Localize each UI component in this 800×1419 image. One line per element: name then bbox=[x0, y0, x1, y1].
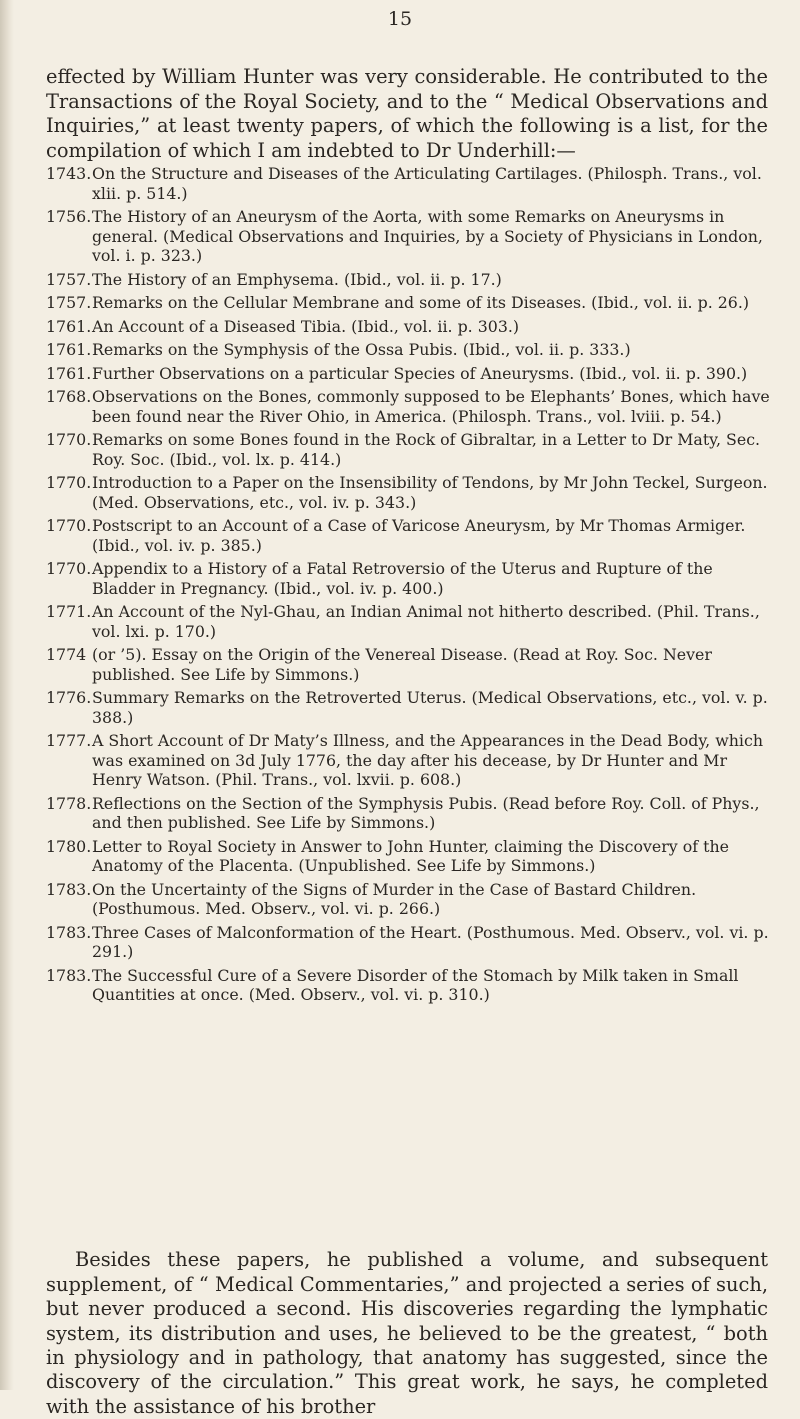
list-item bbox=[46, 966, 776, 1005]
list-item bbox=[46, 731, 776, 790]
entry-text: The History of an Emphysema. (Ibid., vol. ii. p. 17.) bbox=[92, 269, 502, 289]
entry-year: 1777. bbox=[46, 731, 92, 750]
entry-year: 1770. bbox=[46, 559, 92, 578]
list-item bbox=[46, 293, 776, 313]
entry-year: 1757. bbox=[46, 293, 92, 312]
entry-text: Remarks on some Bones found in the Rock of Gibraltar, in a Letter to Dr Maty, Sec. Roy. Soc. (Ibid., vol. lx. p. 414.) bbox=[92, 430, 761, 469]
entry-text: An Account of a Diseased Tibia. (Ibid., vol. ii. p. 303.) bbox=[92, 316, 520, 336]
list-item bbox=[46, 270, 776, 290]
intro-paragraph: effected by William Hunter was very considerable. He contributed to the Transactions of the Royal Society, and to the “ Medical Observations and Inquiries,” at least twenty papers, of which the following is a list, for the compilation of which I am indebted to Dr Underhill:— bbox=[46, 65, 768, 162]
entry-year: 1768. bbox=[46, 387, 92, 406]
entry-year: 1783. bbox=[46, 965, 92, 985]
entry-year: 1778. bbox=[46, 793, 92, 813]
entry-text: The Successful Cure of a Severe Disorder of the Stomach by Milk taken in Small Quantities at once. (Med. Observ., vol. vi. p. 310.) bbox=[92, 965, 739, 1004]
entry-text: Introduction to a Paper on the Insensibility of Tendons, by Mr John Teckel, Surgeon. (Med. Observations, etc., vol. iv. p. 343.) bbox=[92, 473, 768, 512]
entry-text: The History of an Aneurysm of the Aorta, with some Remarks on Aneurysms in general. (Medical Observations and Inquiries, by a Society of Physicians in London, vol. i. p. 323.) bbox=[92, 207, 763, 265]
list-item bbox=[46, 602, 776, 641]
entry-text: Three Cases of Malconformation of the Heart. (Posthumous. Med. Observ., vol. vi. p. 291.) bbox=[92, 922, 769, 961]
entry-text: Summary Remarks on the Retroverted Uterus. (Medical Observations, etc., vol. v. p. 388.) bbox=[92, 688, 768, 727]
list-item bbox=[46, 207, 776, 266]
entry-year: 1774 bbox=[46, 645, 87, 664]
list-item bbox=[46, 473, 776, 512]
entry-year: 1756. bbox=[46, 207, 92, 226]
list-item bbox=[46, 645, 776, 684]
entry-year: 1776. bbox=[46, 688, 92, 707]
entry-year: 1783. bbox=[46, 922, 92, 942]
list-item bbox=[46, 516, 776, 555]
entry-year: 1761. bbox=[46, 316, 92, 336]
page-gutter-shadow bbox=[0, 0, 14, 1390]
list-item bbox=[46, 837, 776, 876]
entry-text: Letter to Royal Society in Answer to John Hunter, claiming the Discovery of the Anatomy of the Placenta. (Unpublished. See Life by Simmons.) bbox=[92, 836, 729, 875]
list-item bbox=[46, 387, 776, 426]
entry-year: 1761. bbox=[46, 340, 92, 359]
entry-text: Appendix to a History of a Fatal Retroversio of the Uterus and Rupture of the Bladder in Pregnancy. (Ibid., vol. iv. p. 400.) bbox=[92, 559, 713, 598]
entry-year: 1761. bbox=[46, 363, 92, 383]
entry-text: A Short Account of Dr Maty’s Illness, and the Appearances in the Dead Body, which was examined on 3d July 1776, the day after his decease, by Dr Hunter and Mr Henry Watson. (Phil. Trans., vol. lxvii. p. 608.) bbox=[92, 731, 763, 789]
entry-year: 1770. bbox=[46, 430, 92, 449]
entry-text: On the Uncertainty of the Signs of Murder in the Case of Bastard Children. (Posthumous. Med. Observ., vol. vi. p. 266.) bbox=[92, 879, 697, 918]
list-item bbox=[46, 923, 776, 962]
entry-year: 1757. bbox=[46, 269, 92, 289]
page-number: 15 bbox=[387, 8, 413, 30]
list-item bbox=[46, 430, 776, 469]
list-item bbox=[46, 880, 776, 919]
publication-list bbox=[46, 164, 776, 1009]
entry-year: 1783. bbox=[46, 879, 92, 899]
entry-text: An Account of the Nyl-Ghau, an Indian Animal not hitherto described. (Phil. Trans., vol. lxi. p. 170.) bbox=[92, 602, 760, 641]
entry-year: 1771. bbox=[46, 602, 92, 621]
list-item bbox=[46, 164, 776, 203]
entry-text: Remarks on the Cellular Membrane and some of its Diseases. (Ibid., vol. ii. p. 26.) bbox=[92, 293, 750, 312]
entry-text: (or ’5). Essay on the Origin of the Venereal Disease. (Read at Roy. Soc. Never published. See Life by Simmons.) bbox=[92, 645, 712, 684]
entry-year: 1743. bbox=[46, 164, 92, 183]
entry-text: On the Structure and Diseases of the Articulating Cartilages. (Philosph. Trans., vol. xlii. p. 514.) bbox=[92, 164, 762, 203]
list-item bbox=[46, 688, 776, 727]
entry-text: Remarks on the Symphysis of the Ossa Pubis. (Ibid., vol. ii. p. 333.) bbox=[92, 340, 631, 359]
closing-paragraph: Besides these papers, he published a volume, and subsequent supplement, of “ Medical Commentaries,” and projected a series of such, but never produced a second. His discoveries regarding the lymphatic system, its distribution and uses, he believed to be the greatest, “ both in physiology and in pathology, that anatomy has suggested, since the discovery of the circulation.” This great work, he says, he completed with the assistance of his brother bbox=[46, 1248, 768, 1418]
list-item bbox=[46, 317, 776, 337]
list-item bbox=[46, 364, 776, 384]
entry-year: 1780. bbox=[46, 836, 92, 856]
entry-year: 1770. bbox=[46, 516, 92, 535]
entry-text: Observations on the Bones, commonly supposed to be Elephants’ Bones, which have been found near the River Ohio, in America. (Philosph. Trans., vol. lviii. p. 54.) bbox=[92, 387, 770, 426]
entry-text: Postscript to an Account of a Case of Varicose Aneurysm, by Mr Thomas Armiger. (Ibid., vol. iv. p. 385.) bbox=[92, 516, 746, 555]
entry-text: Further Observations on a particular Species of Aneurysms. (Ibid., vol. ii. p. 390.) bbox=[92, 363, 748, 383]
list-item bbox=[46, 559, 776, 598]
entry-year: 1770. bbox=[46, 473, 92, 492]
entry-text: Reflections on the Section of the Symphysis Pubis. (Read before Roy. Coll. of Phys., and then published. See Life by Simmons.) bbox=[92, 793, 760, 832]
list-item bbox=[46, 794, 776, 833]
list-item bbox=[46, 340, 776, 360]
